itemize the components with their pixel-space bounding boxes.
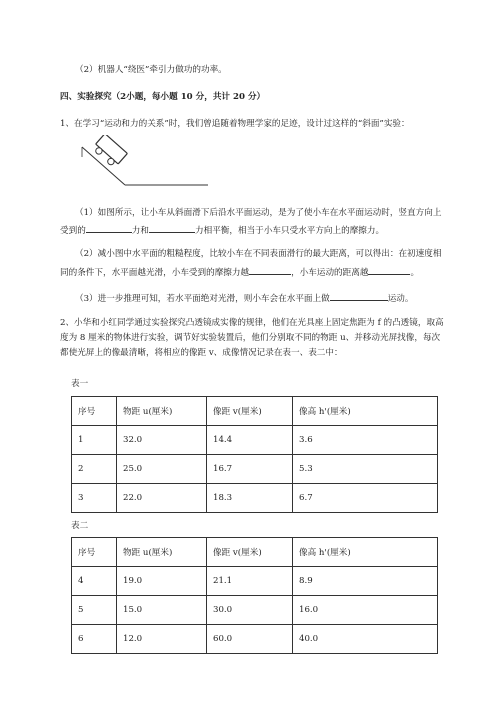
table-row (72, 567, 438, 596)
table-1 (71, 396, 438, 513)
table-2-header-row (72, 538, 438, 567)
table-cell: 8.9 (293, 567, 438, 596)
problem-2-line-2: 度为 8 厘米的物体进行实验，调节好实验装置后，他们分别取不同的物距 u、并移动光屏找像，每次 (60, 333, 441, 343)
question-2-part-2: （2）机器人“绕医”牵引力做功的功率。 (75, 65, 227, 75)
table-cell: 2 (72, 455, 117, 484)
table-header-cell: 像高 h'(厘米) (293, 538, 438, 567)
table-cell: 22.0 (117, 484, 207, 513)
table-2-caption: 表二 (71, 521, 89, 531)
table-cell: 1 (72, 426, 117, 455)
problem-1-sub-2-cont: 同的条件下，水平面越光滑，小车受到的摩擦力越 ，小车运动的距离越 。 (60, 264, 419, 279)
table-cell: 40.0 (293, 625, 438, 654)
table-row (72, 484, 438, 513)
table-cell: 16.7 (207, 455, 293, 484)
table-cell: 6 (72, 625, 117, 654)
table-cell: 12.0 (117, 625, 207, 654)
table-cell: 18.3 (207, 484, 293, 513)
table-header-cell: 像距 v(厘米) (207, 538, 293, 567)
table-row (72, 596, 438, 625)
table-header-cell: 像高 h'(厘米) (293, 397, 438, 426)
table-1-caption: 表一 (71, 379, 89, 389)
incline-cart-figure (80, 135, 210, 190)
table-header-cell: 物距 u(厘米) (117, 397, 207, 426)
table-header-cell: 序号 (72, 538, 117, 567)
problem-1-sub-3: （3）进一步推理可知，若水平面绝对光滑，则小车会在水平面上做 运动。 (75, 290, 414, 305)
table-cell: 6.7 (293, 484, 438, 513)
table-row (72, 625, 438, 654)
table-cell: 25.0 (117, 455, 207, 484)
table-cell: 5 (72, 596, 117, 625)
problem-2-line-1: 2、小华和小红同学通过实验探究凸透镜成实像的规律，他们在光具座上固定焦距为 f 的凸透镜，取高 (60, 318, 444, 328)
problem-1-intro: 1、在学习“运动和力的关系”时，我们曾追随着物理学家的足迹，设计过这样的“斜面”实验： (60, 119, 410, 129)
table-2 (71, 537, 438, 654)
problem-2-line-3: 都使光屏上的像最清晰，将相应的像距 v、成像情况记录在表一、表二中： (60, 348, 343, 358)
table-cell: 60.0 (207, 625, 293, 654)
table-cell: 19.0 (117, 567, 207, 596)
table-cell: 14.4 (207, 426, 293, 455)
table-1-header-row (72, 397, 438, 426)
answer-blank[interactable] (149, 222, 195, 233)
answer-blank[interactable] (330, 290, 388, 301)
answer-blank[interactable] (249, 264, 291, 275)
table-cell: 32.0 (117, 426, 207, 455)
table-cell: 21.1 (207, 567, 293, 596)
problem-1-sub-1-cont: 受到的 力和 力相平衡，相当于小车只受水平方向上的摩擦力。 (60, 222, 384, 237)
table-cell: 3.6 (293, 426, 438, 455)
answer-blank[interactable] (368, 264, 410, 275)
answer-blank[interactable] (86, 222, 132, 233)
table-cell: 5.3 (293, 455, 438, 484)
table-cell: 3 (72, 484, 117, 513)
table-cell: 16.0 (293, 596, 438, 625)
table-row (72, 455, 438, 484)
table-cell: 15.0 (117, 596, 207, 625)
table-header-cell: 物距 u(厘米) (117, 538, 207, 567)
problem-1-sub-2: （2）减小图中水平面的粗糙程度，比较小车在不同表面滑行的最大距离，可以得出：在初速度相 (75, 249, 442, 259)
table-cell: 4 (72, 567, 117, 596)
table-cell: 30.0 (207, 596, 293, 625)
table-row (72, 426, 438, 455)
table-header-cell: 像距 v(厘米) (207, 397, 293, 426)
problem-1-sub-1: （1）如图所示，让小车从斜面滑下后沿水平面运动，是为了使小车在水平面运动时，竖直方向上 (75, 208, 442, 218)
table-header-cell: 序号 (72, 397, 117, 426)
section-heading: 四、实验探究（2小题，每小题 10 分，共计 20 分） (60, 92, 266, 102)
